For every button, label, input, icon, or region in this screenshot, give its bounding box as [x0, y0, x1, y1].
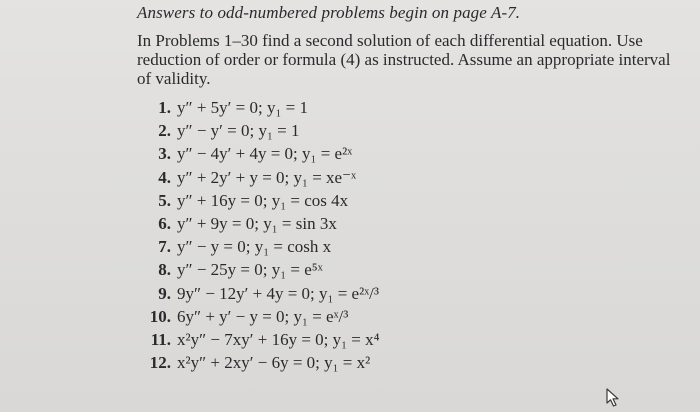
problem-number: 11.	[150, 329, 171, 349]
problem-equation: x²y″ + 2xy′ − 6y = 0; y₁ = x²	[177, 353, 371, 373]
problem-item	[145, 330, 605, 353]
problem-equation: y″ + 5y′ = 0; y₁ = 1	[177, 98, 308, 117]
problem-equation: y″ + 16y = 0; y₁ = cos 4x	[177, 190, 349, 210]
mouse-pointer-icon	[605, 388, 623, 408]
problem-equation: 9y″ − 12y′ + 4y = 0; y₁ = e²ˣ/³	[177, 283, 379, 303]
answers-note: Answers to odd-numbered problems begin on page A-7.	[137, 3, 521, 22]
problem-item	[145, 353, 605, 376]
problem-equation: x²y″ − 7xy′ + 16y = 0; y₁ = x⁴	[177, 329, 380, 349]
problem-equation: y″ − 25y = 0; y₁ = e⁵ˣ	[177, 260, 323, 280]
problem-equation: y″ + 9y = 0; y₁ = sin 3x	[177, 213, 337, 233]
problem-item	[145, 98, 605, 121]
problem-equation: y″ − y = 0; y₁ = cosh x	[177, 237, 332, 257]
problem-number: 1.	[158, 98, 171, 117]
problem-equation: y″ − 4y′ + 4y = 0; y₁ = e²ˣ	[177, 144, 353, 164]
problem-number: 6.	[158, 213, 171, 233]
problem-item	[145, 307, 605, 330]
problems-instructions: In Problems 1–30 find a second solution of each differential equation. Use reduction of order or formula (4) as instructed. Assume an appropriate interval of validity.	[137, 31, 671, 88]
problem-number: 10.	[149, 306, 171, 326]
problem-item	[145, 168, 605, 191]
problem-equation: y″ − y′ = 0; y₁ = 1	[177, 121, 300, 141]
problem-number: 9.	[158, 283, 171, 303]
problem-item	[145, 237, 605, 260]
problem-number: 5.	[158, 190, 171, 210]
problem-item	[145, 284, 605, 307]
problem-number: 8.	[158, 260, 171, 280]
problem-number: 12.	[149, 353, 171, 373]
problem-item	[145, 260, 605, 283]
problem-list	[145, 98, 605, 376]
problem-equation: y″ + 2y′ + y = 0; y₁ = xe⁻ˣ	[177, 167, 356, 187]
problem-number: 3.	[158, 144, 171, 164]
problem-number: 2.	[158, 121, 171, 141]
problem-number: 4.	[158, 167, 171, 187]
problem-number: 7.	[158, 237, 171, 257]
problem-item	[145, 121, 605, 144]
problem-equation: 6y″ + y′ − y = 0; y₁ = eˣ/³	[177, 306, 349, 326]
problem-item	[145, 144, 605, 167]
problem-item	[145, 191, 605, 214]
problem-item	[145, 214, 605, 237]
